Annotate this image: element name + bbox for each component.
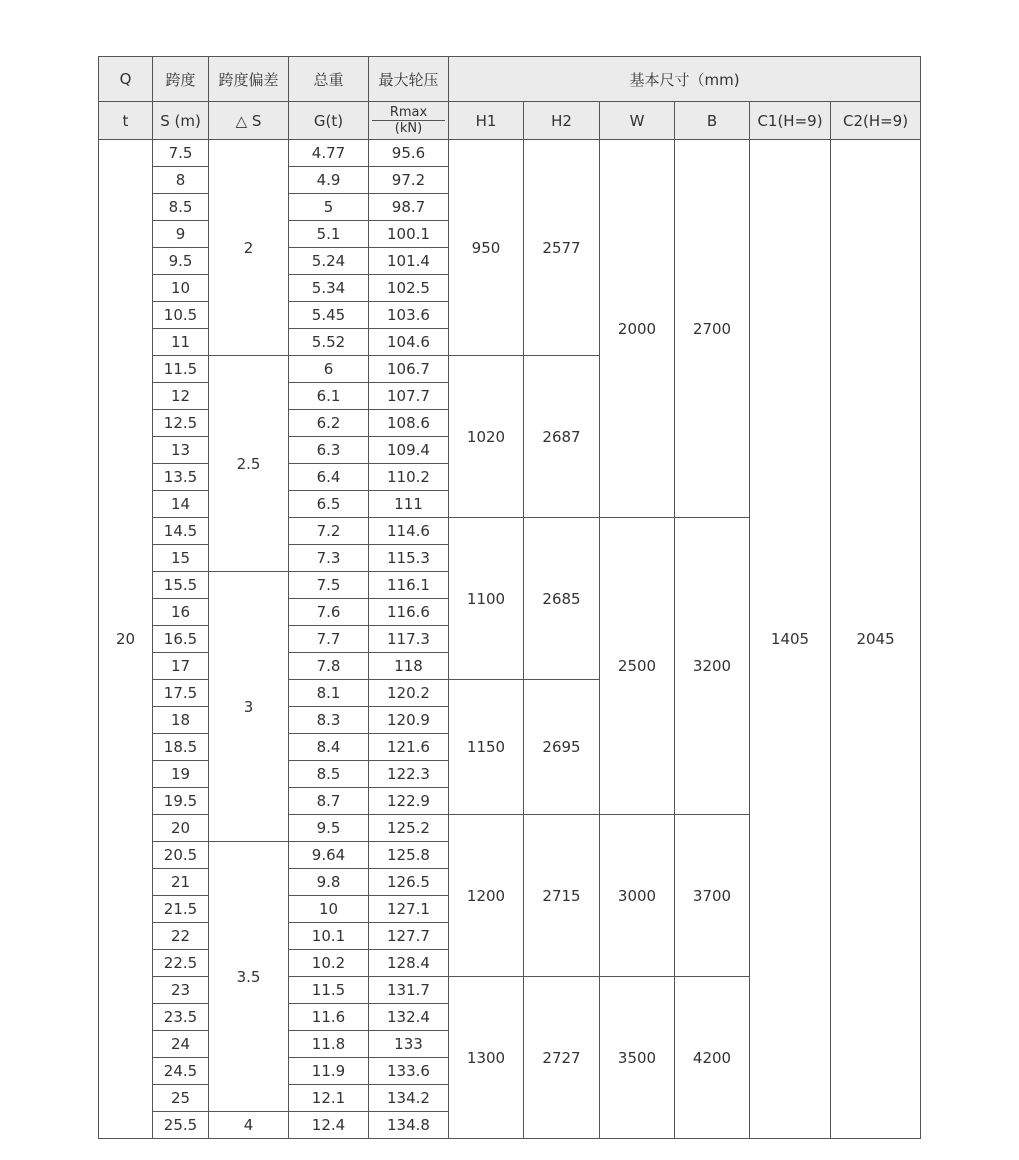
max-wheel-pressure-cell: 100.1 <box>369 221 449 248</box>
header-row-2 <box>99 102 921 140</box>
total-weight-cell: 7.7 <box>289 626 369 653</box>
col-header-h1: H1 <box>449 102 524 140</box>
col-header-q: Q <box>99 57 153 102</box>
span-cell: 13.5 <box>153 464 209 491</box>
span-cell: 21.5 <box>153 896 209 923</box>
max-wheel-pressure-cell: 122.9 <box>369 788 449 815</box>
max-wheel-pressure-cell: 110.2 <box>369 464 449 491</box>
span-cell: 15.5 <box>153 572 209 599</box>
max-wheel-pressure-cell: 97.2 <box>369 167 449 194</box>
col-header-c2: C2(H=9) <box>831 102 921 140</box>
max-wheel-pressure-cell: 134.8 <box>369 1112 449 1139</box>
total-weight-cell: 5.1 <box>289 221 369 248</box>
h2-cell: 2715 <box>524 815 600 977</box>
max-wheel-pressure-cell: 95.6 <box>369 140 449 167</box>
total-weight-cell: 12.4 <box>289 1112 369 1139</box>
max-wheel-pressure-cell: 108.6 <box>369 410 449 437</box>
unit-g-t: G(t) <box>289 102 369 140</box>
total-weight-cell: 7.2 <box>289 518 369 545</box>
unit-delta-s: △ S <box>209 102 289 140</box>
span-cell: 25 <box>153 1085 209 1112</box>
h1-cell: 1020 <box>449 356 524 518</box>
span-cell: 14 <box>153 491 209 518</box>
max-wheel-pressure-cell: 127.1 <box>369 896 449 923</box>
max-wheel-pressure-cell: 102.5 <box>369 275 449 302</box>
h2-cell: 2695 <box>524 680 600 815</box>
h2-cell: 2577 <box>524 140 600 356</box>
total-weight-cell: 5.52 <box>289 329 369 356</box>
h2-cell: 2727 <box>524 977 600 1139</box>
total-weight-cell: 7.3 <box>289 545 369 572</box>
total-weight-cell: 9.8 <box>289 869 369 896</box>
span-cell: 19.5 <box>153 788 209 815</box>
max-wheel-pressure-cell: 128.4 <box>369 950 449 977</box>
total-weight-cell: 6.4 <box>289 464 369 491</box>
h1-cell: 1300 <box>449 977 524 1139</box>
max-wheel-pressure-cell: 107.7 <box>369 383 449 410</box>
col-header-b: B <box>675 102 750 140</box>
span-cell: 8.5 <box>153 194 209 221</box>
total-weight-cell: 8.1 <box>289 680 369 707</box>
max-wheel-pressure-cell: 117.3 <box>369 626 449 653</box>
span-cell: 11.5 <box>153 356 209 383</box>
col-header-total-weight: 总重 <box>289 57 369 102</box>
total-weight-cell: 6.2 <box>289 410 369 437</box>
total-weight-cell: 11.5 <box>289 977 369 1004</box>
span-cell: 7.5 <box>153 140 209 167</box>
max-wheel-pressure-cell: 116.6 <box>369 599 449 626</box>
max-wheel-pressure-cell: 120.9 <box>369 707 449 734</box>
h2-cell: 2687 <box>524 356 600 518</box>
b-cell: 3700 <box>675 815 750 977</box>
span-cell: 15 <box>153 545 209 572</box>
max-wheel-pressure-cell: 101.4 <box>369 248 449 275</box>
unit-s-m: S (m) <box>153 102 209 140</box>
span-cell: 14.5 <box>153 518 209 545</box>
max-wheel-pressure-cell: 131.7 <box>369 977 449 1004</box>
unit-t: t <box>99 102 153 140</box>
total-weight-cell: 6.5 <box>289 491 369 518</box>
w-cell: 2000 <box>600 140 675 518</box>
max-wheel-pressure-cell: 125.8 <box>369 842 449 869</box>
max-wheel-pressure-cell: 132.4 <box>369 1004 449 1031</box>
span-cell: 19 <box>153 761 209 788</box>
span-deviation-cell: 2.5 <box>209 356 289 572</box>
col-header-span: 跨度 <box>153 57 209 102</box>
span-cell: 23 <box>153 977 209 1004</box>
total-weight-cell: 4.77 <box>289 140 369 167</box>
span-cell: 9.5 <box>153 248 209 275</box>
total-weight-cell: 6.3 <box>289 437 369 464</box>
span-cell: 24 <box>153 1031 209 1058</box>
total-weight-cell: 8.5 <box>289 761 369 788</box>
span-cell: 20 <box>153 815 209 842</box>
total-weight-cell: 7.5 <box>289 572 369 599</box>
table-body <box>99 140 921 1139</box>
span-cell: 21 <box>153 869 209 896</box>
total-weight-cell: 12.1 <box>289 1085 369 1112</box>
max-wheel-pressure-cell: 133 <box>369 1031 449 1058</box>
table-row <box>99 140 921 167</box>
total-weight-cell: 5.34 <box>289 275 369 302</box>
span-cell: 13 <box>153 437 209 464</box>
c1-value-cell: 1405 <box>750 140 831 1139</box>
h1-cell: 1200 <box>449 815 524 977</box>
total-weight-cell: 4.9 <box>289 167 369 194</box>
max-wheel-pressure-cell: 111 <box>369 491 449 518</box>
max-wheel-pressure-cell: 98.7 <box>369 194 449 221</box>
max-wheel-pressure-cell: 106.7 <box>369 356 449 383</box>
total-weight-cell: 7.6 <box>289 599 369 626</box>
max-wheel-pressure-cell: 114.6 <box>369 518 449 545</box>
total-weight-cell: 8.7 <box>289 788 369 815</box>
span-cell: 25.5 <box>153 1112 209 1139</box>
max-wheel-pressure-cell: 121.6 <box>369 734 449 761</box>
total-weight-cell: 6.1 <box>289 383 369 410</box>
span-cell: 11 <box>153 329 209 356</box>
max-wheel-pressure-cell: 118 <box>369 653 449 680</box>
span-cell: 22 <box>153 923 209 950</box>
max-wheel-pressure-cell: 125.2 <box>369 815 449 842</box>
span-cell: 10.5 <box>153 302 209 329</box>
b-cell: 3200 <box>675 518 750 815</box>
span-cell: 17.5 <box>153 680 209 707</box>
crane-spec-table <box>98 56 921 1139</box>
w-cell: 3500 <box>600 977 675 1139</box>
total-weight-cell: 10 <box>289 896 369 923</box>
total-weight-cell: 11.8 <box>289 1031 369 1058</box>
span-cell: 12.5 <box>153 410 209 437</box>
max-wheel-pressure-cell: 109.4 <box>369 437 449 464</box>
span-cell: 22.5 <box>153 950 209 977</box>
max-wheel-pressure-cell: 116.1 <box>369 572 449 599</box>
span-cell: 12 <box>153 383 209 410</box>
total-weight-cell: 9.64 <box>289 842 369 869</box>
unit-rmax-kn <box>369 102 449 140</box>
total-weight-cell: 7.8 <box>289 653 369 680</box>
total-weight-cell: 10.1 <box>289 923 369 950</box>
max-wheel-pressure-cell: 104.6 <box>369 329 449 356</box>
total-weight-cell: 6 <box>289 356 369 383</box>
max-wheel-pressure-cell: 133.6 <box>369 1058 449 1085</box>
total-weight-cell: 8.4 <box>289 734 369 761</box>
span-cell: 8 <box>153 167 209 194</box>
max-wheel-pressure-cell: 115.3 <box>369 545 449 572</box>
total-weight-cell: 10.2 <box>289 950 369 977</box>
q-value-cell: 20 <box>99 140 153 1139</box>
col-header-c1: C1(H=9) <box>750 102 831 140</box>
span-deviation-cell: 4 <box>209 1112 289 1139</box>
rmax-label: Rmax <box>372 106 445 121</box>
c2-value-cell: 2045 <box>831 140 921 1139</box>
span-cell: 17 <box>153 653 209 680</box>
span-cell: 16.5 <box>153 626 209 653</box>
col-header-max-wheel-pressure: 最大轮压 <box>369 57 449 102</box>
span-deviation-cell: 2 <box>209 140 289 356</box>
max-wheel-pressure-cell: 126.5 <box>369 869 449 896</box>
total-weight-cell: 5 <box>289 194 369 221</box>
span-deviation-cell: 3.5 <box>209 842 289 1112</box>
header-row-1 <box>99 57 921 102</box>
kn-label: (kN) <box>394 120 423 136</box>
h1-cell: 1150 <box>449 680 524 815</box>
w-cell: 2500 <box>600 518 675 815</box>
total-weight-cell: 8.3 <box>289 707 369 734</box>
w-cell: 3000 <box>600 815 675 977</box>
span-cell: 9 <box>153 221 209 248</box>
b-cell: 4200 <box>675 977 750 1139</box>
total-weight-cell: 5.45 <box>289 302 369 329</box>
h1-cell: 950 <box>449 140 524 356</box>
total-weight-cell: 11.6 <box>289 1004 369 1031</box>
span-cell: 18.5 <box>153 734 209 761</box>
h1-cell: 1100 <box>449 518 524 680</box>
col-header-span-deviation: 跨度偏差 <box>209 57 289 102</box>
span-cell: 23.5 <box>153 1004 209 1031</box>
col-header-h2: H2 <box>524 102 600 140</box>
b-cell: 2700 <box>675 140 750 518</box>
max-wheel-pressure-cell: 103.6 <box>369 302 449 329</box>
max-wheel-pressure-cell: 120.2 <box>369 680 449 707</box>
max-wheel-pressure-cell: 127.7 <box>369 923 449 950</box>
h2-cell: 2685 <box>524 518 600 680</box>
max-wheel-pressure-cell: 122.3 <box>369 761 449 788</box>
max-wheel-pressure-cell: 134.2 <box>369 1085 449 1112</box>
col-header-w: W <box>600 102 675 140</box>
col-header-basic-dimensions: 基本尺寸（mm) <box>449 57 921 102</box>
total-weight-cell: 5.24 <box>289 248 369 275</box>
span-cell: 18 <box>153 707 209 734</box>
total-weight-cell: 9.5 <box>289 815 369 842</box>
span-cell: 10 <box>153 275 209 302</box>
span-deviation-cell: 3 <box>209 572 289 842</box>
span-cell: 16 <box>153 599 209 626</box>
span-cell: 24.5 <box>153 1058 209 1085</box>
total-weight-cell: 11.9 <box>289 1058 369 1085</box>
span-cell: 20.5 <box>153 842 209 869</box>
